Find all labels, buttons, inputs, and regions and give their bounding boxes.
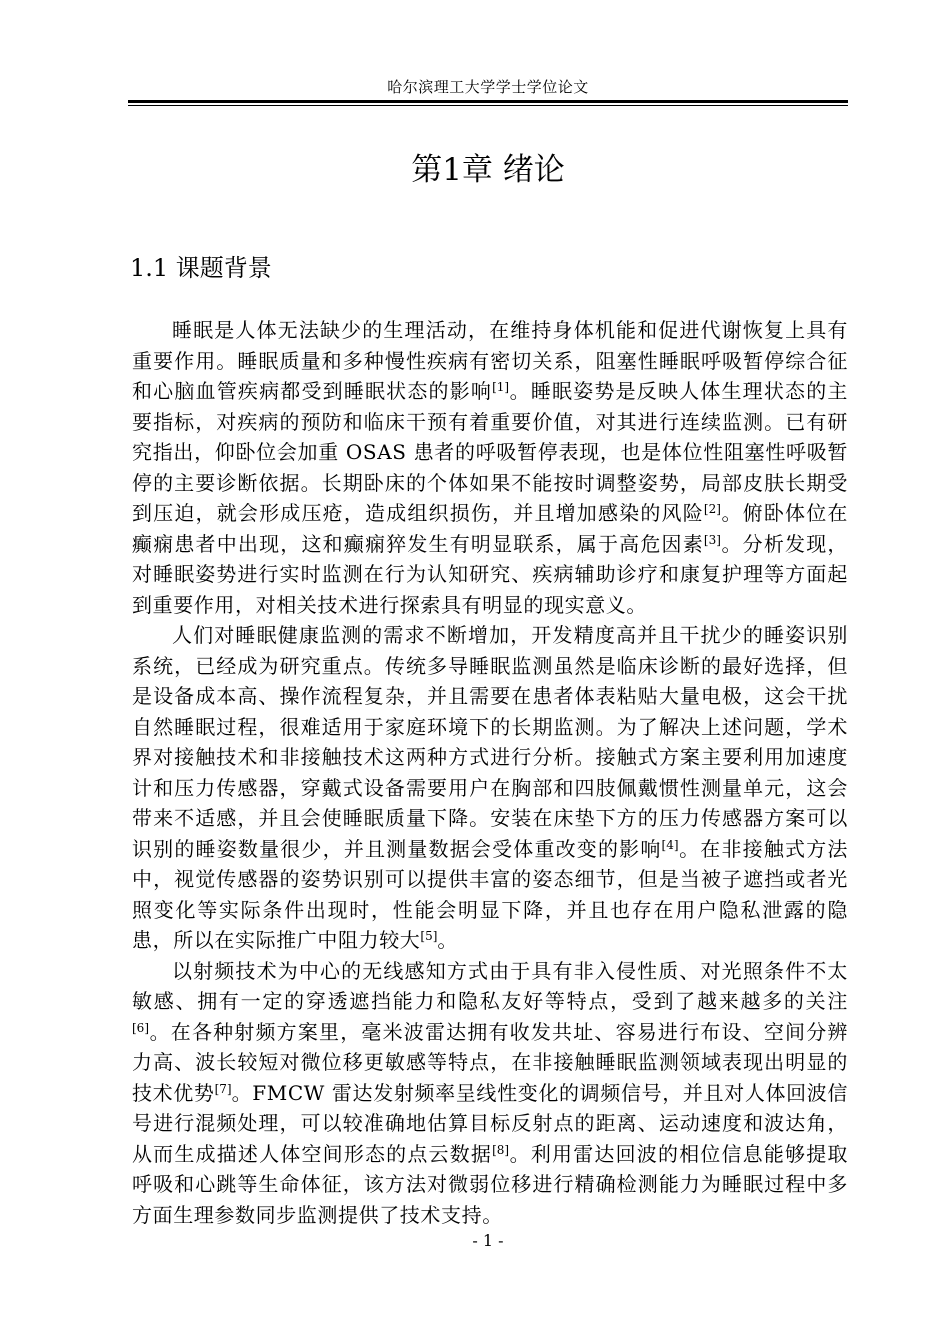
text-run: 。FMCW 雷达发射频率呈线性变化的调频信号，并且对人体回波信号进行混频处理，可以较准确地估算目标反射点的距离、运动速度和波达角，从而生成描述人体空间形态的点云数据 xyxy=(132,1080,849,1166)
citation: [5] xyxy=(420,929,438,943)
paragraph xyxy=(132,315,848,620)
paragraph xyxy=(132,956,848,1231)
citation: [1] xyxy=(492,380,510,394)
text-run: 人们对睡眠健康监测的需求不断增加，开发精度高并且干扰少的睡姿识别系统，已经成为研究重点。传统多导睡眠监测虽然是临床诊断的最好选择，但是设备成本高、操作流程复杂，并且需要在患者体表粘贴大量电极，这会干扰自然睡眠过程，很难适用于家庭环境下的长期监测。为了解决上述问题，学术界对接触技术和非接触技术这两种方式进行分析。接触式方案主要利用加速度计和压力传感器，穿戴式设备需要用户在胸部和四肢佩戴惯性测量单元，这会带来不适感，并且会使睡眠质量下降。安装在床垫下方的压力传感器方案可以识别的睡姿数量很少，并且测量数据会受体重改变的影响 xyxy=(132,623,848,861)
citation: [2] xyxy=(703,502,721,516)
text-run: 。俯卧体位在癫痫患者中出现，这和癫痫猝发生有明显联系，属于高危因素 xyxy=(132,501,848,556)
citation: [7] xyxy=(214,1081,232,1096)
text-run: 。 xyxy=(437,928,459,952)
paragraph xyxy=(132,620,848,956)
body-text xyxy=(132,315,848,1230)
chapter-title: 第1章 绪论 xyxy=(411,152,565,188)
text-run: 。分析发现，对睡眠姿势进行实时监测在行为认知研究、疾病辅助诊疗和康复护理等方面起到重要作用，对相关技术进行探索具有明显的现实意义。 xyxy=(132,531,848,617)
citation: [3] xyxy=(703,532,721,547)
header-rule-thick xyxy=(128,100,848,103)
running-header: 哈尔滨理工大学学士学位论文 xyxy=(387,78,589,96)
citation: [6] xyxy=(132,1020,149,1035)
section-title: 1.1 课题背景 xyxy=(130,254,272,282)
text-run: 。在非接触式方法中，视觉传感器的姿势识别可以提供丰富的姿态细节，但是当被子遮挡或者光照变化等实际条件出现时，性能会明显下降，并且也存在用户隐私泄露的隐患，所以在实际推广中阻力较大 xyxy=(132,836,848,952)
text-run: 。利用雷达回波的相位信息能够提取呼吸和心跳等生命体征，该方法对微弱位移进行精确检测能力为睡眠过程中多方面生理参数同步监测提供了技术支持。 xyxy=(132,1141,848,1227)
header-rule-thin xyxy=(128,105,848,106)
text-run: 以射频技术为中心的无线感知方式由于具有非入侵性质、对光照条件不太敏感、拥有一定的穿透遮挡能力和隐私友好等特点，受到了越来越多的关注 xyxy=(132,958,848,1013)
text-run: 。在各种射频方案里，毫米波雷达拥有收发共址、容易进行布设、空间分辨力高、波长较短对微位移更敏感等特点，在非接触睡眠监测领域表现出明显的技术优势 xyxy=(132,1019,848,1105)
citation: [4] xyxy=(661,837,679,852)
page-number: - 1 - xyxy=(472,1231,504,1250)
citation: [8] xyxy=(492,1142,510,1157)
text-run: 。睡眠姿势是反映人体生理状态的主要指标，对疾病的预防和临床干预有着重要价值，对其进行连续监测。已有研究指出，仰卧位会加重 OSAS 患者的呼吸暂停表现，也是体位性阻塞性呼吸暂停的主要诊断依据。长期卧床的个体如果不能按时调整姿势，局部皮肤长期受到压迫，就会形成压疮，造成组织损伤，并且增加感染的风险 xyxy=(132,379,848,525)
text-run: 睡眠是人体无法缺少的生理活动，在维持身体机能和促进代谢恢复上具有重要作用。睡眠质量和多种慢性疾病有密切关系，阻塞性睡眠呼吸暂停综合征和心脑血管疾病都受到睡眠状态的影响 xyxy=(132,318,848,403)
